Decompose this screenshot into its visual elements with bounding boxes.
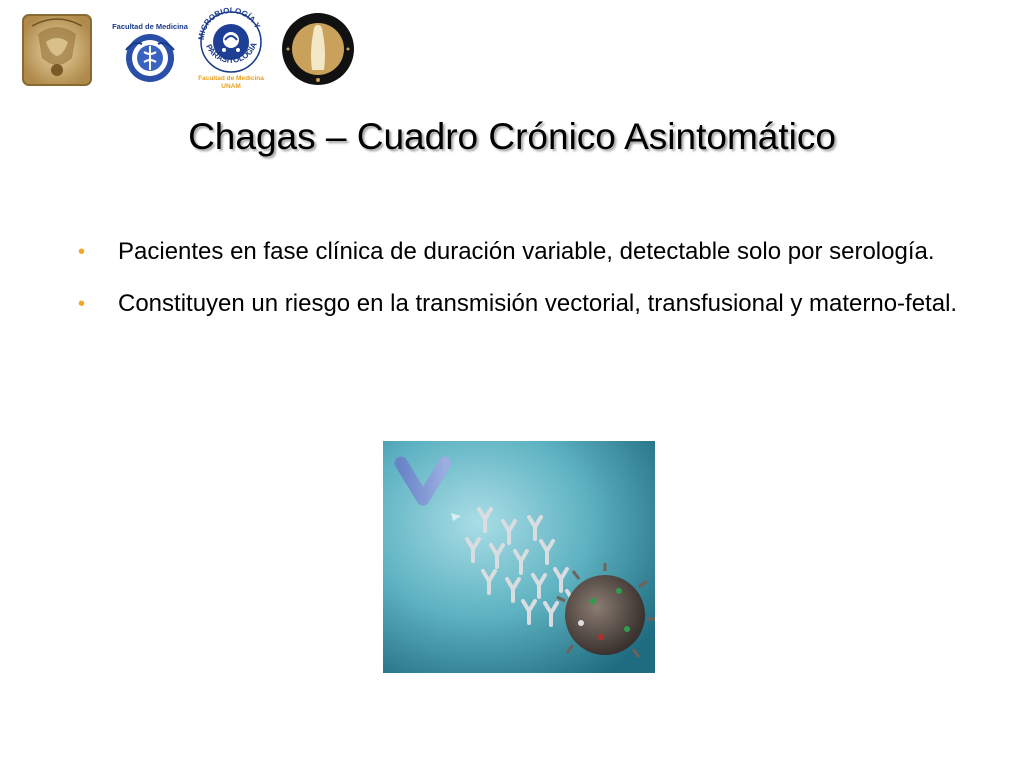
svg-text:Facultad de Medicina: Facultad de Medicina <box>198 75 264 82</box>
svg-text:MICROBIOLOGÍA Y: MICROBIOLOGÍA Y <box>196 6 262 41</box>
microbiologia-parasitologia-logo <box>194 6 268 90</box>
svg-text:Facultad de Medicina: Facultad de Medicina <box>112 22 188 31</box>
antibody-pathogen-illustration <box>383 441 655 673</box>
svg-text:PARASITOLOGÍA: PARASITOLOGÍA <box>204 41 259 65</box>
slide-title: Chagas – Cuadro Crónico Asintomático <box>188 116 836 157</box>
bullet-item <box>78 226 978 278</box>
bullet-dot-icon: • <box>78 293 86 315</box>
bullet-text: Pacientes en fase clínica de duración variable, detectable solo por serología. <box>118 238 935 265</box>
bullet-dot-icon: • <box>78 241 86 263</box>
bullet-text: Constituyen un riesgo en la transmisión vectorial, transfusional y materno-fetal. <box>118 290 958 317</box>
academia-nacional-medicina-logo <box>280 10 356 88</box>
bullet-item <box>78 278 978 330</box>
unam-seal-logo <box>20 12 94 88</box>
facultad-medicina-logo <box>112 20 188 86</box>
svg-text:UNAM: UNAM <box>221 83 241 90</box>
bullet-list <box>78 226 978 330</box>
